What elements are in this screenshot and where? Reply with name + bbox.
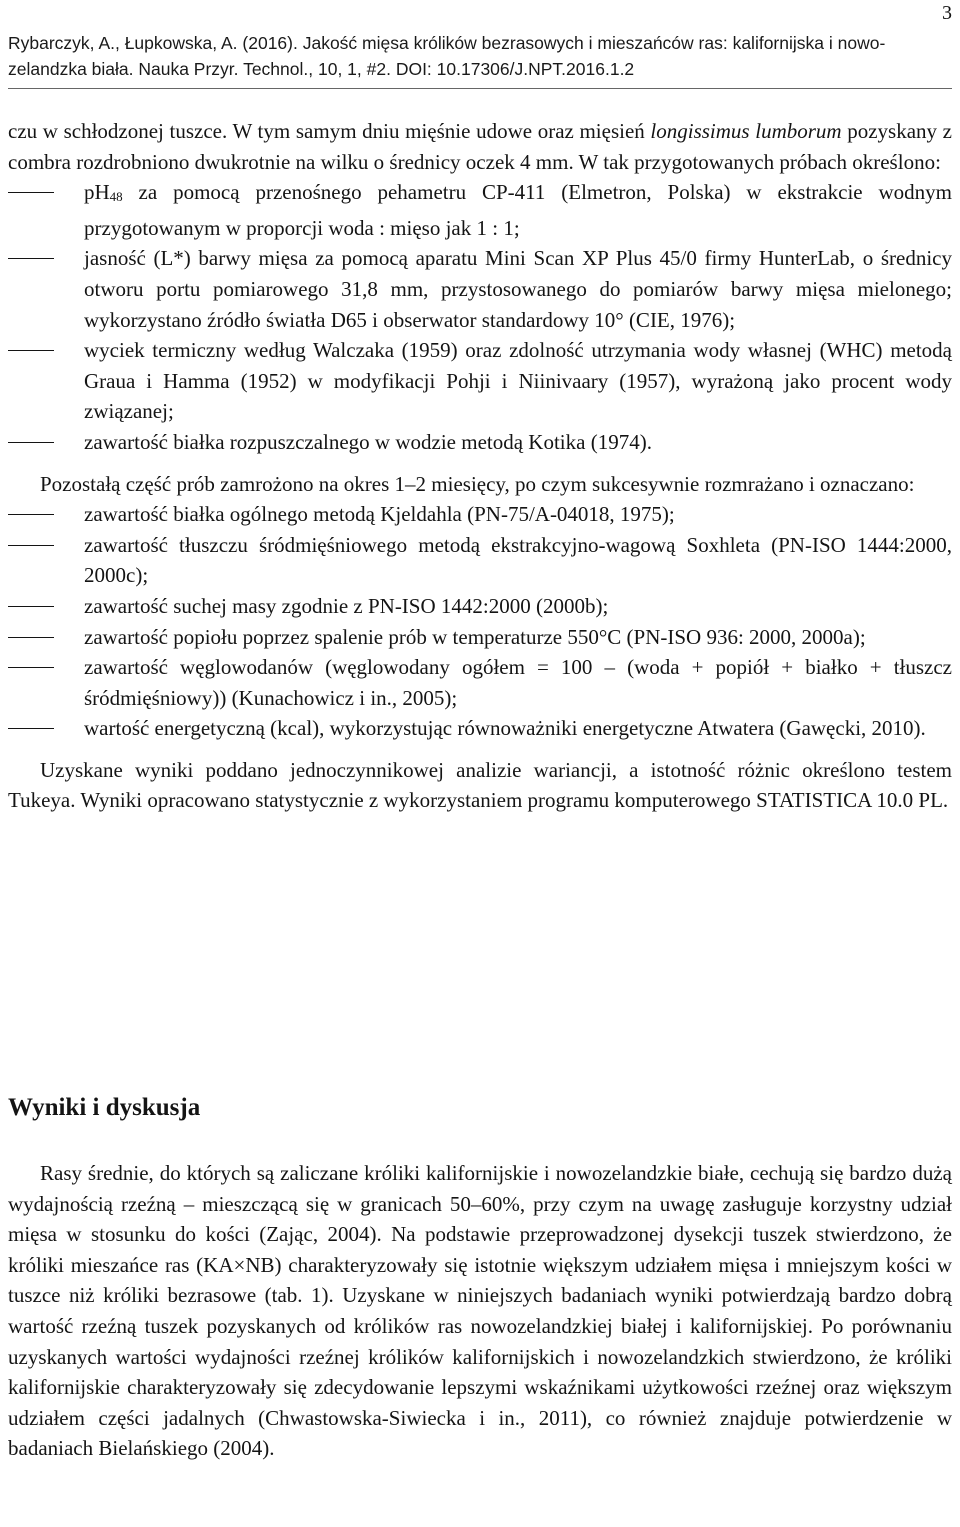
dash-bullet xyxy=(8,192,54,193)
citation-line-2: zelandzka biała. Nauka Przyr. Technol., 10, 1, #2. DOI: 10.17306/J.NPT.2016.1.2 xyxy=(8,59,635,79)
list-item-text: zawartość tłuszczu śródmięśniowego metodą ekstrakcyjno-wagową Soxhleta (PN-ISO 1444:2000, 2000c); xyxy=(84,532,952,588)
list-item-text: zawartość węglowodanów (węglowodany ogółem = 100 – (woda + popiół + białko + tłuszcz śródmięśniowy)) (Kunachowicz i in., 2005); xyxy=(84,655,952,710)
list-item: $pH_{48}$ za pomocą przenośnego pehametru CP-411 (Elmetron, Polska) w ekstrakcie wodnym przygotowanym w proporcji woda : mięso jak 1 : 1; xyxy=(8,177,952,243)
citation-line-1: Rybarczyk, A., Łupkowska, A. (2016). Jakość mięsa królików bezrasowych i mieszańców ras: kalifornijska i nowo- xyxy=(8,33,886,53)
list-item xyxy=(8,622,952,653)
list-item-text: zawartość białka rozpuszczalnego w wodzie metodą Kotika (1974). xyxy=(84,429,652,454)
composition-list xyxy=(8,499,952,744)
intro-italic-term: longissimus lumborum xyxy=(650,119,842,143)
list-item-text: zawartość popiołu poprzez spalenie prób w temperaturze 550°C (PN-ISO 936: 2000, 2000a); xyxy=(84,624,866,649)
header-divider xyxy=(8,88,952,89)
list-item-text: zawartość białka ogólnego metodą Kjeldahla (PN-75/A-04018, 1975); xyxy=(84,502,675,527)
dash-bullet xyxy=(8,728,54,729)
dash-bullet xyxy=(8,545,54,546)
list-item xyxy=(8,530,952,591)
list-item-text: zawartość suchej masy zgodnie z PN-ISO 1442:2000 (2000b); xyxy=(84,593,609,618)
dash-bullet xyxy=(8,637,54,638)
measurement-list xyxy=(8,177,952,457)
list-item xyxy=(8,652,952,713)
running-header xyxy=(8,30,948,82)
list-item xyxy=(8,499,952,530)
list-item xyxy=(8,243,952,335)
list-item-text: jasność (L*) barwy mięsa za pomocą aparatu Mini Scan XP Plus 45/0 firmy HunterLab, o średnicy otworu portu pomiarowego 31,8 mm, przystosowanego do pomiarów barwy mięsa mielonego; wykorzystano źródło światła D65 i obserwator standardowy 10° (CIE, 1976); xyxy=(84,246,952,332)
section-heading: Wyniki i dyskusja xyxy=(8,1094,201,1121)
list-item xyxy=(8,591,952,622)
dash-bullet xyxy=(8,606,54,607)
dash-bullet xyxy=(8,667,54,668)
intro-paragraph xyxy=(8,116,952,177)
list-item xyxy=(8,427,952,458)
list-item-text: wartość energetyczną (kcal), wykorzystując równoważniki energetyczne Atwatera (Gawęcki, 2010). xyxy=(84,716,926,741)
list-item xyxy=(8,713,952,744)
dash-bullet xyxy=(8,514,54,515)
list-item-text: wyciek termiczny według Walczaka (1959) oraz zdolność utrzymania wody własnej (WHC) metodą Graua i Hamma (1952) w modyfikacji Pohji i Niinivaary (1957), wyrażoną jako procent wody związanej; xyxy=(84,338,952,424)
intro-text-2: pozyskany z combra rozdrobniono dwukrotnie na wilku o średnicy oczek 4 mm. W tak przygotowanych próbach określono: xyxy=(8,119,952,174)
intro-text-1: czu w schłodzonej tuszce. W tym samym dniu mięśnie udowe oraz mięsień xyxy=(8,119,651,143)
results-block xyxy=(8,1158,952,1464)
list-item-text: za pomocą przenośnego pehametru CP-411 (Elmetron, Polska) w ekstrakcie wodnym przygotowanym w proporcji woda : mięso jak 1 : 1; xyxy=(84,180,952,240)
methods-block xyxy=(8,116,952,816)
paragraph-statistics: Uzyskane wyniki poddano jednoczynnikowej analizie wariancji, a istotność różnic określono testem Tukeya. Wyniki opracowano statystycznie z wykorzystaniem programu komputerowego STATISTICA 10.0 PL. xyxy=(8,757,952,813)
dash-bullet xyxy=(8,258,54,259)
list-item xyxy=(8,335,952,427)
dash-bullet xyxy=(8,350,54,351)
paragraph-results: Rasy średnie, do których są zaliczane króliki kalifornijskie i nowozelandzkie białe, cechują się bardzo dużą wydajnością rzeźną – mieszczącą się w granicach 50–60%, przy czym na uwagę zasługuje korzystny udział mięsa w stosunku do kości (Zając, 2004). Na podstawie przeprowadzonej dysekcji tuszek stwierdzono, że króliki mieszańce ras (KA×NB) charakteryzowały się istotnie większym udziałem mięsa i mniejszym kości w tuszce niż króliki bezrasowe (tab. 1). Uzyskane w niniejszych badaniach wyniki potwierdzają bardzo dobrą wartość rzeźną tuszek pozyskanych od królików ras nowozelandzkiej białej i kalifornijskiej. Po porównaniu uzyskanych wartości wydajności rzeźnej królików kalifornijskich i nowozelandzkich stwierdzono, że króliki kalifornijskie charakteryzowały się zdecydowanie lepszymi wskaźnikami użytkowości rzeźnej oraz większym udziałem części jadalnych (Chwastowska-Siwiecka i in., 2011), co również znajduje potwierdzenie w badaniach Bielańskiego (2004). xyxy=(8,1161,952,1461)
dash-bullet xyxy=(8,442,54,443)
paragraph-frozen-samples: Pozostałą część prób zamrożono na okres 1–2 miesięcy, po czym sukcesywnie rozmrażano i oznaczano: xyxy=(40,471,915,496)
page-number: 3 xyxy=(942,2,952,24)
